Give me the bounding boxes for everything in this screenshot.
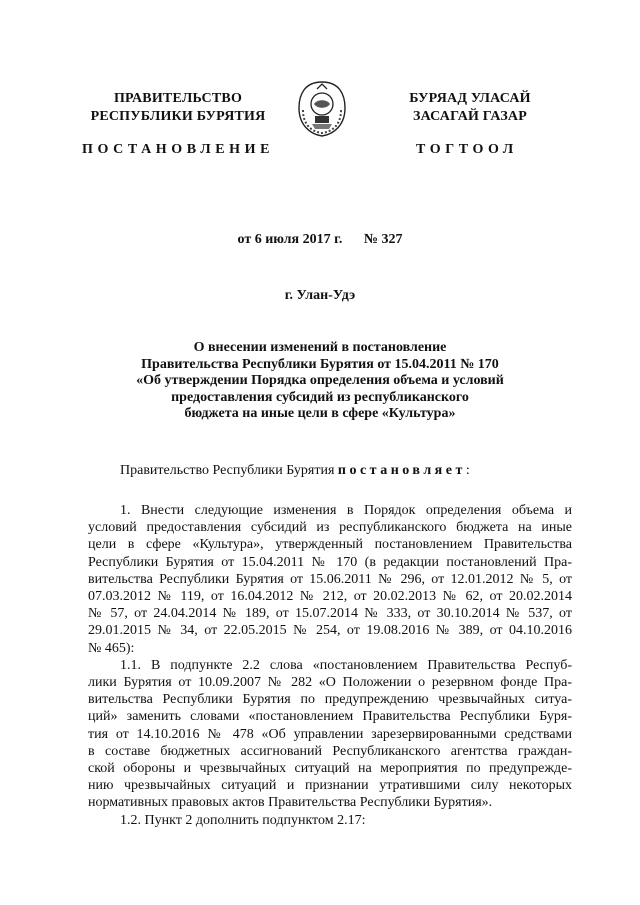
header-left-block xyxy=(78,90,278,126)
header-right-line-1: БУРЯАД УЛАСАЙ xyxy=(409,91,531,106)
document-title xyxy=(100,340,540,423)
doc-type-left: ПОСТАНОВЛЕНИЕ xyxy=(82,142,275,157)
document-header xyxy=(0,90,640,170)
document-city: г. Улан-Удэ xyxy=(284,288,356,303)
body-line: № 57, от 24.04.2014 № 189, от 15.07.2014 № 333, от 30.10.2014 № 537, от xyxy=(88,606,572,622)
body-line: цели в сфере «Культура», утвержденный постановлением Правительства xyxy=(88,537,572,553)
document-date: от 6 июля 2017 г. xyxy=(237,232,343,247)
body-line: в составе бюджетных ассигнований Республиканского агентства граждан- xyxy=(88,743,572,759)
body-line: нию чрезвычайных ситуаций и признании утратившими силу некоторых xyxy=(88,778,572,794)
date-number-line xyxy=(0,232,640,248)
title-line: Правительства Республики Бурятия от 15.04.2011 № 170 xyxy=(141,356,499,372)
header-right-line-2: ЗАСАГАЙ ГАЗАР xyxy=(412,109,527,124)
title-line: бюджета на иные цели в сфере «Культура» xyxy=(184,406,456,421)
document-number: № 327 xyxy=(363,232,403,247)
body-line: ций» заменить словами «постановлением Правительства Республики Буря- xyxy=(88,709,572,725)
body-line: вительства Республики Бурятия по предупреждению чрезвычайных ситуа- xyxy=(88,692,572,708)
body-line: тия от 14.10.2016 № 478 «Об управлении зарезервированными средствами xyxy=(88,726,572,742)
title-line: О внесении изменений в постановление xyxy=(193,340,447,355)
body-line: № 465): xyxy=(88,640,135,656)
preamble-text: Правительство Республики Бурятия xyxy=(120,463,338,478)
body-line: 07.03.2012 № 119, от 16.04.2012 № 212, от 20.02.2013 № 62, от 20.02.2014 xyxy=(88,589,572,605)
body-line: вительства Республики Бурятия от 15.06.2011 № 296, от 12.01.2012 № 5, от xyxy=(88,571,572,587)
body-line: нормативных правовых актов Правительства Республики Бурятия». xyxy=(88,795,493,811)
body-line: ской обороны и чрезвычайных ситуаций на мероприятия по предупрежде- xyxy=(88,761,572,777)
preamble-colon: : xyxy=(465,463,470,478)
header-left-line-2: РЕСПУБЛИКИ БУРЯТИЯ xyxy=(90,109,266,124)
body-line: 1.2. Пункт 2 дополнить подпунктом 2.17: xyxy=(120,812,366,828)
title-line: «Об утверждении Порядка определения объема и условий xyxy=(136,373,504,388)
body-line: Республики Бурятия от 15.04.2011 № 170 (в редакции постановлений Пра- xyxy=(88,554,572,570)
title-line: предоставления субсидий из республиканского xyxy=(171,389,469,405)
body-line: лики Бурятия от 10.09.2007 № 282 «О Положении о резервном фонде Пра- xyxy=(88,675,572,691)
document-body xyxy=(88,502,572,829)
doc-type-right: ТОГТООЛ xyxy=(416,142,518,157)
body-line: 1.1. В подпункте 2.2 слова «постановлением Правительства Респуб- xyxy=(120,657,572,673)
body-line: 1. Внести следующие изменения в Порядок определения объема и xyxy=(120,503,572,518)
decree-word: постановляет xyxy=(337,463,466,478)
header-left-line-1: ПРАВИТЕЛЬСТВО xyxy=(113,91,243,106)
body-line: условий предоставления субсидий из республиканского бюджета на иные xyxy=(88,520,572,536)
coat-of-arms-emblem-icon xyxy=(295,80,349,138)
header-right-block xyxy=(395,90,545,126)
body-line: 29.01.2015 № 34, от 22.05.2015 № 254, от 19.08.2016 № 389, от 04.10.2016 xyxy=(88,623,572,639)
preamble xyxy=(120,463,470,479)
